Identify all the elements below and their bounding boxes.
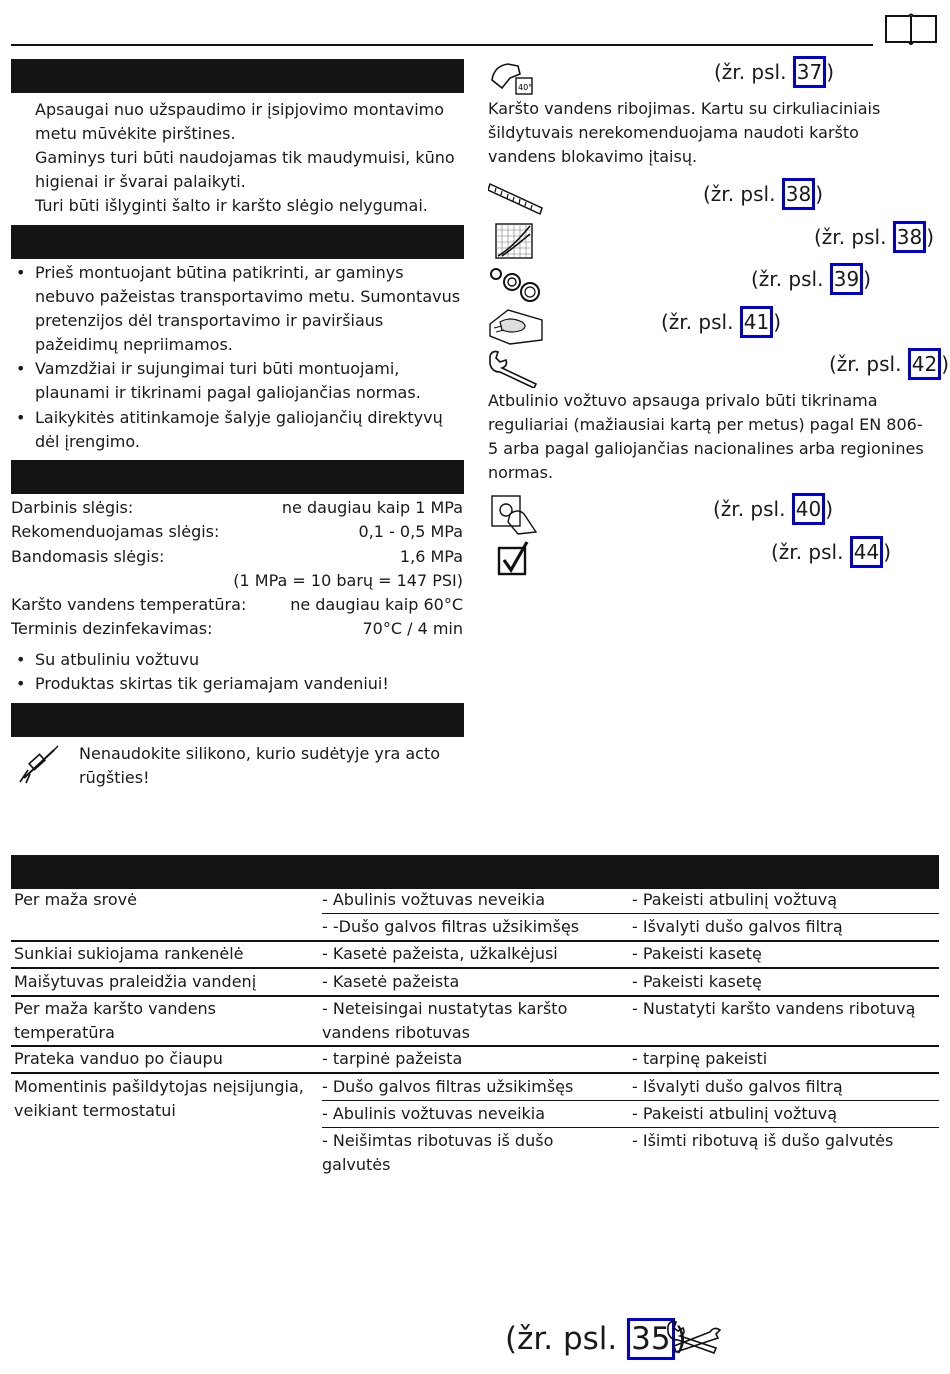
page-ref-operation[interactable]: (žr. psl. 40 ) xyxy=(713,493,833,525)
service-text: Atbulinio vožtuvo apsauga privalo būti tikrinama reguliariai (mažiausiai kartą per metus) pagal EN 806-5 arba pagal galiojančias nacionalines arba regionines normas. xyxy=(488,391,924,482)
section-bar-troubleshooting xyxy=(11,855,939,889)
page-ref-test-mark[interactable]: (žr. psl. 44 ) xyxy=(771,536,891,568)
section-bar-symbols xyxy=(11,703,464,737)
wrench-icon xyxy=(486,348,544,388)
intro-paragraph: Apsaugai nuo užspaudimo ir įsipjovimo montavimo metu mūvėkite pirštines. xyxy=(35,100,445,143)
spec-row: Karšto vandens temperatūra: ne daugiau kaip 60°C xyxy=(11,595,463,614)
spec-row: Terminis dezinfekavimas: 70°C / 4 min xyxy=(11,619,463,638)
section-bar-safety xyxy=(11,59,464,93)
page-ref-flow-diagram[interactable]: (žr. psl. 38 ) xyxy=(814,221,934,253)
hot-water-text: Karšto vandens ribojimas. Kartu su cirkuliaciniais šildytuvais nerekomenduojama naudoti karšto vandens blokavimo įtaisų. xyxy=(488,99,881,166)
table-divider xyxy=(322,1127,939,1128)
tools-icon xyxy=(664,1318,722,1358)
header-rule xyxy=(11,44,873,46)
svg-text:40°: 40° xyxy=(518,83,533,92)
install-bullet: • Vamzdžiai ir sujungimai turi būti montuojami, plaunami ir tikrinami pagal galiojančias normas. xyxy=(16,359,421,402)
book-icon xyxy=(884,12,938,48)
page-ref-spare-parts[interactable]: (žr. psl. 39 ) xyxy=(751,263,871,295)
silicone-note: Nenaudokite silikono, kurio sudėtyje yra acto rūgšties! xyxy=(79,744,441,787)
page-ref-assembly[interactable]: (žr. psl. 35 ) xyxy=(505,1318,687,1360)
spec-row: (1 MPa = 10 barų = 147 PSI) xyxy=(233,571,463,590)
table-divider xyxy=(322,913,939,914)
table-divider xyxy=(11,1072,939,1074)
flow-diagram-icon xyxy=(494,222,534,260)
install-bullet: • Prieš montuojant būtina patikrinti, ar gaminys nebuvo pažeistas transportavimo metu. Sumontavus pretenzijos dėl transportavimo ir paviršiaus pažeidimų nepriimamos. xyxy=(16,263,461,354)
spare-parts-icon xyxy=(488,264,544,304)
spec-row: Rekomenduojamas slėgis: 0,1 - 0,5 MPa xyxy=(11,522,463,541)
page-ref-dimensions[interactable]: (žr. psl. 38 ) xyxy=(703,178,823,210)
page-ref-service[interactable]: (žr. psl. 42 ) xyxy=(829,348,949,380)
spec-row: Bandomasis slėgis: 1,6 MPa xyxy=(11,547,463,566)
intro-paragraph: Gaminys turi būti naudojamas tik maudymuisi, kūno higienai ir švarai palaikyti. xyxy=(35,148,455,191)
page-ref-cleaning[interactable]: (žr. psl. 41 ) xyxy=(661,306,781,338)
intro-paragraph: Turi būti išlyginti šalto ir karšto slėgio nelygumai. xyxy=(35,196,428,215)
checkbox-icon xyxy=(497,540,531,578)
table-divider xyxy=(11,967,939,969)
silicone-gun-icon xyxy=(16,744,60,784)
page-ref-hot-water[interactable]: (žr. psl. 37 ) xyxy=(714,56,834,88)
install-bullet: • Laikykitės atitinkamoje šalyje galiojančių direktyvų dėl įrengimo. xyxy=(16,408,443,451)
spec-row: Darbinis slėgis: ne daugiau kaip 1 MPa xyxy=(11,498,463,517)
section-bar-technical-data xyxy=(11,460,464,494)
section-bar-installation xyxy=(11,225,464,259)
spec-bullet: • Su atbuliniu vožtuvu xyxy=(16,650,200,669)
spec-bullet: • Produktas skirtas tik geriamajam vandeniui! xyxy=(16,674,389,693)
ruler-icon xyxy=(488,180,544,216)
table-divider xyxy=(322,1100,939,1101)
operation-icon xyxy=(490,492,538,536)
cleaning-icon xyxy=(488,306,544,346)
hot-water-limit-icon xyxy=(488,58,536,98)
